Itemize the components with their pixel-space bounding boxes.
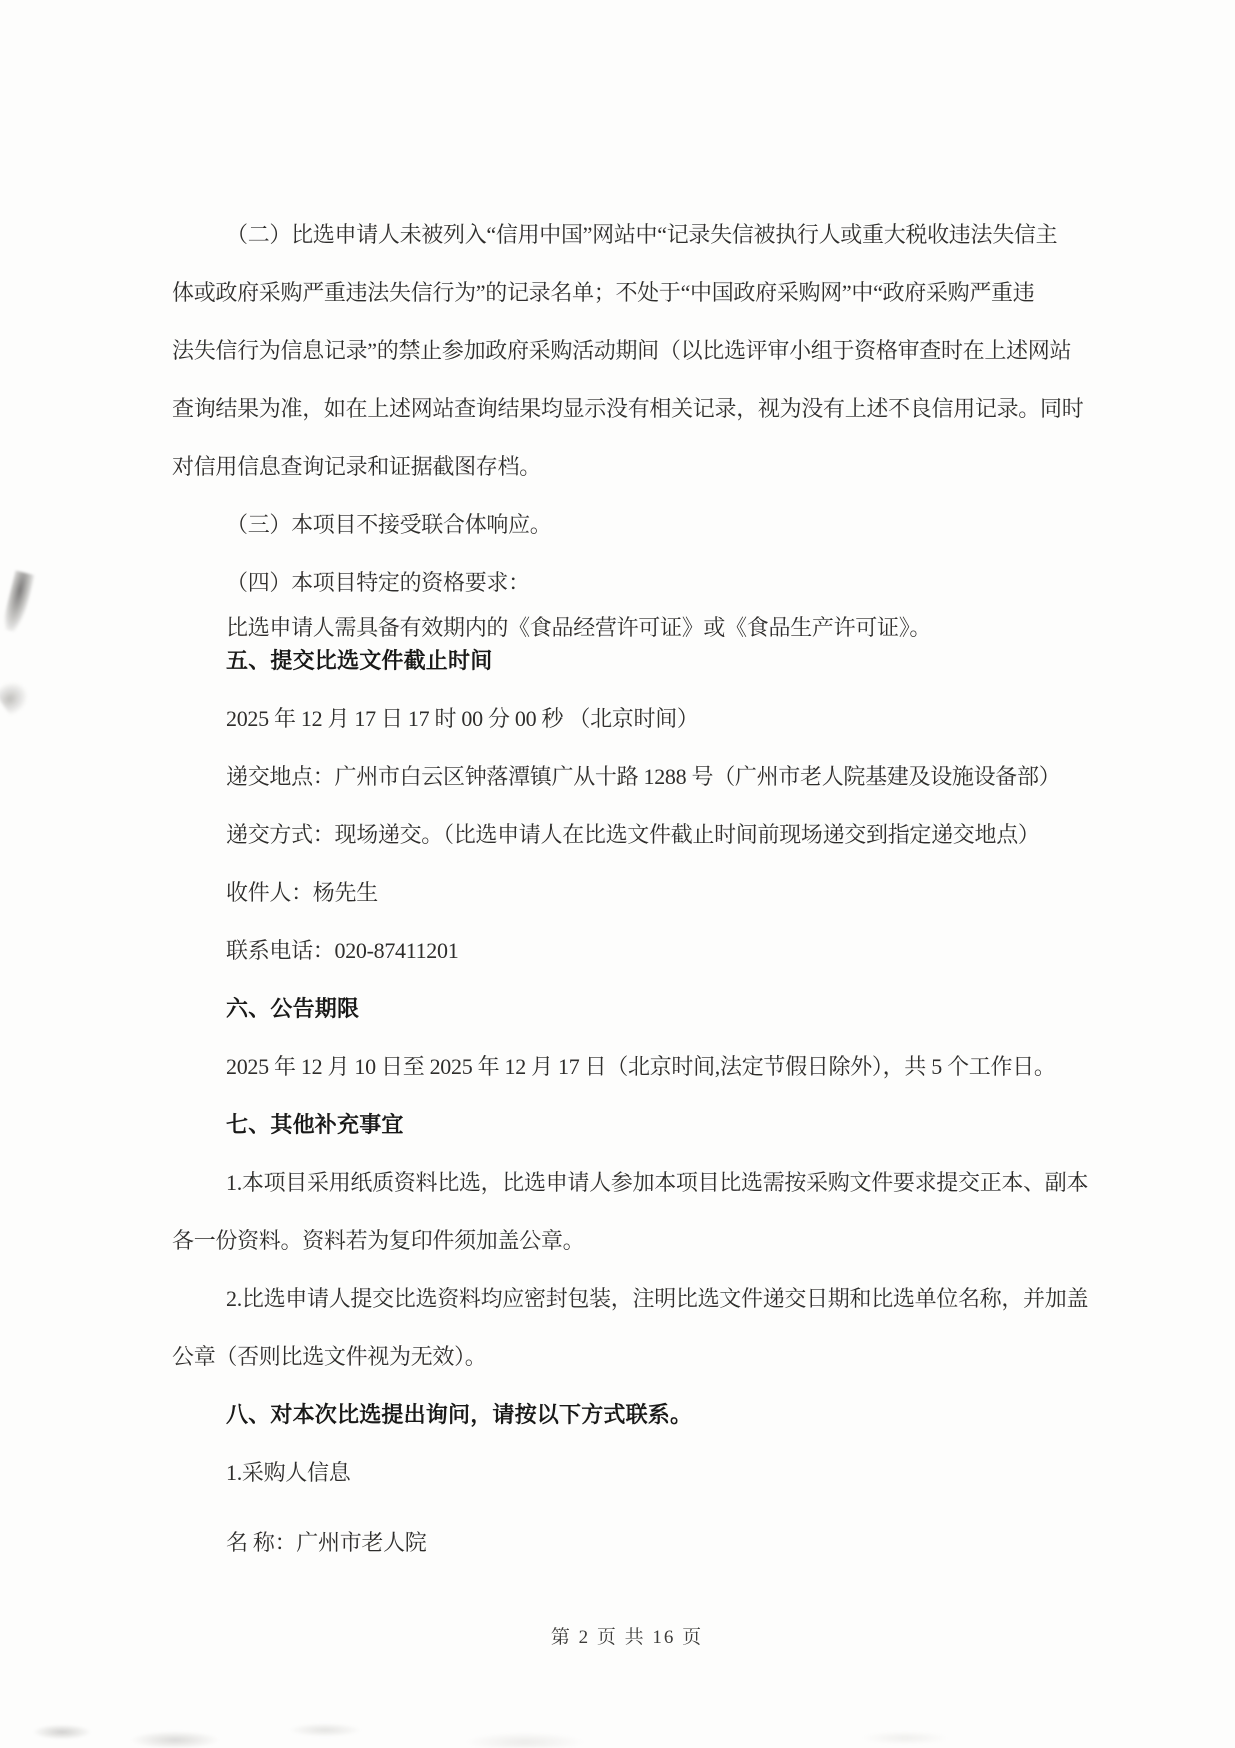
para-credit-line-1: （二）比选申请人未被列入“信用中国”网站中“记录失信被执行人或重大税收违法失信主 <box>226 222 1058 247</box>
purchaser-info-label: 1.采购人信息 <box>226 1460 351 1485</box>
heading-section-8: 八、对本次比选提出询问，请按以下方式联系。 <box>226 1402 693 1427</box>
heading-section-5: 五、提交比选文件截止时间 <box>226 648 493 673</box>
submission-method: 递交方式：现场递交。（比选申请人在比选文件截止时间前现场递交到指定递交地点） <box>226 822 1040 847</box>
page-number: 第 2 页 共 16 页 <box>550 1627 704 1648</box>
note-1-line-2: 各一份资料。资料若为复印件须加盖公章。 <box>172 1228 585 1253</box>
para-credit-line-3: 法失信行为信息记录”的禁止参加政府采购活动期间（以比选评审小组于资格审查时在上述网站 <box>172 338 1072 363</box>
para-credit-line-2: 体或政府采购严重违法失信行为”的记录名单；不处于“中国政府采购网”中“政府采购严重违 <box>172 280 1035 305</box>
scan-artifact-smudge <box>0 675 35 717</box>
submission-address: 递交地点：广州市白云区钟落潭镇广从十路 1288 号（广州市老人院基建及设施设备部） <box>226 764 1061 789</box>
heading-section-6: 六、公告期限 <box>226 996 360 1021</box>
para-qualification-requirement: 比选申请人需具备有效期内的《食品经营许可证》或《食品生产许可证》。 <box>226 615 932 640</box>
scan-artifact-ink-mark <box>1 570 35 633</box>
para-consortium: （三）本项目不接受联合体响应。 <box>226 512 552 537</box>
para-credit-line-4: 查询结果为准，如在上述网站查询结果均显示没有相关记录，视为没有上述不良信用记录。同时 <box>172 396 1084 421</box>
document-body <box>172 206 1089 1667</box>
announcement-period: 2025 年 12 月 10 日至 2025 年 12 月 17 日（北京时间,法定节假日除外），共 5 个工作日。 <box>226 1054 1056 1079</box>
note-2-line-1: 2.比选申请人提交比选资料均应密封包装，注明比选文件递交日期和比选单位名称，并加盖 <box>226 1286 1089 1311</box>
purchaser-name: 名 称：广州市老人院 <box>226 1530 427 1555</box>
recipient: 收件人：杨先生 <box>226 880 378 905</box>
note-2-line-2: 公章（否则比选文件视为无效）。 <box>172 1344 487 1369</box>
para-qualification-label: （四）本项目特定的资格要求： <box>226 570 530 595</box>
deadline-datetime: 2025 年 12 月 17 日 17 时 00 分 00 秒 （北京时间） <box>226 706 699 731</box>
para-credit-line-5: 对信用信息查询记录和证据截图存档。 <box>172 454 541 479</box>
scan-artifact-bottom-noise <box>0 1700 1235 1748</box>
note-1-line-1: 1.本项目采用纸质资料比选，比选申请人参加本项目比选需按采购文件要求提交正本、副本 <box>226 1170 1089 1195</box>
contact-phone: 联系电话：020-87411201 <box>226 938 459 963</box>
heading-section-7: 七、其他补充事宜 <box>226 1112 404 1137</box>
